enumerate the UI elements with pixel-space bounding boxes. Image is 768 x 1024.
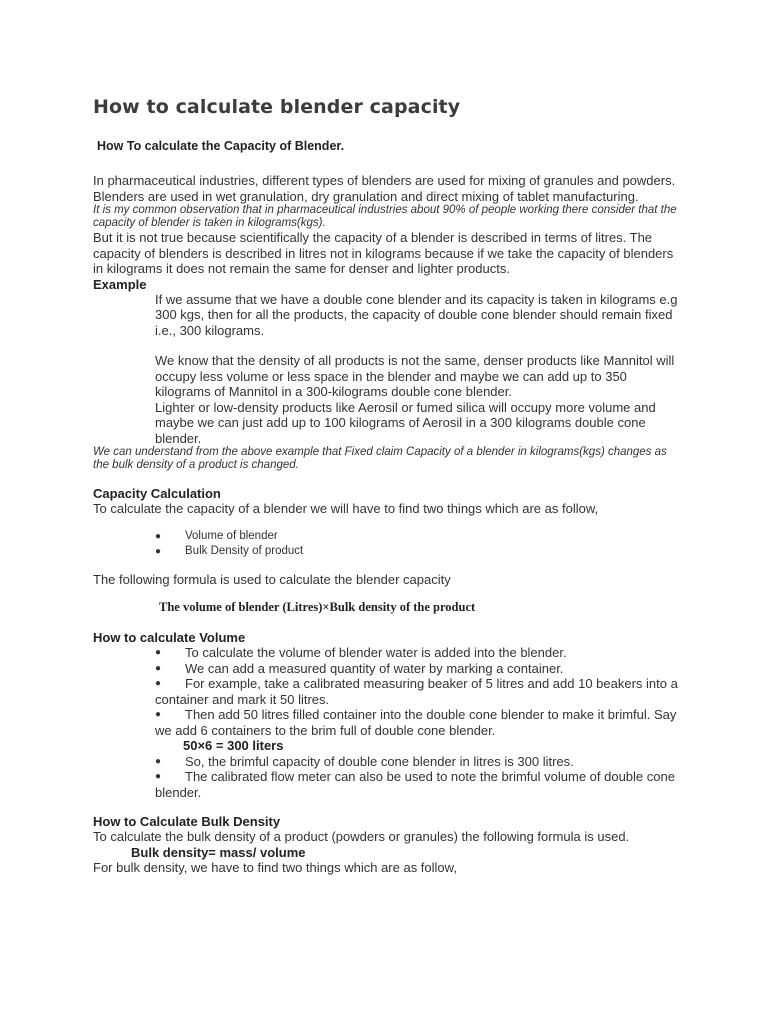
example-heading: Example: [93, 276, 147, 292]
example-paragraph-1: If we assume that we have a double cone blender and its capacity is taken in kilograms e.g 300 kgs, then for all the products, the capacity of double cone blender should remain fixed i.e., 300 kilograms.: [155, 291, 678, 338]
list-item: ● We can add a measured quantity of water by marking a container.: [155, 660, 564, 676]
bulk-text: To calculate the bulk density of a product (powders or granules) the following formula is used.: [93, 829, 630, 844]
bullet-icon: ●: [155, 545, 162, 557]
capacity-formula: The volume of blender (Litres)×Bulk density of the product: [159, 600, 476, 614]
observation-paragraph: It is my common observation that in pharmaceutical industries about 90% of people working there consider that the capacity of blender is taken in kilograms(kgs).: [93, 204, 677, 229]
bulk-text-2: For bulk density, we have to find two things which are as follow,: [93, 860, 457, 875]
list-item: ● So, the brimful capacity of double cone blender in litres is 300 litres.: [155, 753, 574, 769]
volume-calc: 50×6 = 300 liters: [183, 738, 284, 753]
document-page: [93, 96, 683, 876]
list-item: ● Volume of blender: [155, 529, 278, 542]
list-item: ● To calculate the volume of blender water is added into the blender.: [155, 645, 567, 660]
subtitle: How To calculate the Capacity of Blender.: [97, 139, 345, 153]
formula-intro: The following formula is used to calculate the blender capacity: [93, 571, 451, 587]
volume-heading: How to calculate Volume: [93, 630, 246, 645]
volume-list-2: [93, 754, 683, 801]
page-title: How to calculate blender capacity: [93, 96, 461, 118]
list-item: ● Bulk Density of product: [155, 544, 304, 557]
list-item: ● For example, take a calibrated measuring beaker of 5 litres and add 10 beakers into a container and mark it 50 litres.: [155, 676, 678, 707]
bullet-icon: ●: [155, 771, 162, 782]
intro-paragraph: In pharmaceutical industries, different types of blenders are used for mixing of granules and powders. Blenders are used in wet granulation, dry granulation and direct mixing of tablet manufacturing.: [93, 173, 676, 204]
bullet-icon: ●: [155, 530, 162, 542]
bullet-icon: ●: [155, 662, 162, 674]
example-paragraph-2: We know that the density of all products is not the same, denser products like Mannitol will occupy less volume or less space in the blender and maybe we can add up to 350 kilograms of Mannitol in a 300-kilograms double cone blender.: [155, 353, 675, 399]
bullet-icon: ●: [155, 709, 162, 720]
bullet-icon: ●: [155, 647, 162, 658]
capacity-text: To calculate the capacity of a blender we will have to find two things which are as follow,: [93, 501, 599, 516]
bulk-heading: How to Calculate Bulk Density: [93, 814, 281, 829]
list-item: ● Then add 50 litres filled container into the double cone blender to make it brimful. Say we add 6 containers to the brim full of double cone blender.: [155, 707, 677, 738]
bullet-icon: ●: [155, 755, 162, 767]
volume-list: [93, 645, 683, 738]
example-paragraph-3: Lighter or low-density products like Aerosil or fumed silica will occupy more volume and maybe we can just add up to 100 kilograms of Aerosil in a 300 kilograms double cone blender.: [155, 399, 656, 446]
bullet-icon: ●: [155, 678, 162, 689]
capacity-heading: Capacity Calculation: [93, 486, 221, 501]
conclusion-paragraph: We can understand from the above example that Fixed claim Capacity of a blender in kilograms(kgs) changes as the bulk density of a product is changed.: [93, 446, 667, 471]
capacity-list: [93, 529, 683, 559]
not-true-paragraph: But it is not true because scientifically the capacity of a blender is described in terms of litres. The capacity of blenders is described in litres not in kilograms because if we take the capacity of blenders in kilograms it does not remain the same for denser and lighter products.: [93, 230, 674, 276]
list-item: ● The calibrated flow meter can also be used to note the brimful volume of double cone blender.: [155, 769, 675, 800]
bulk-formula: Bulk density= mass/ volume: [131, 844, 306, 860]
